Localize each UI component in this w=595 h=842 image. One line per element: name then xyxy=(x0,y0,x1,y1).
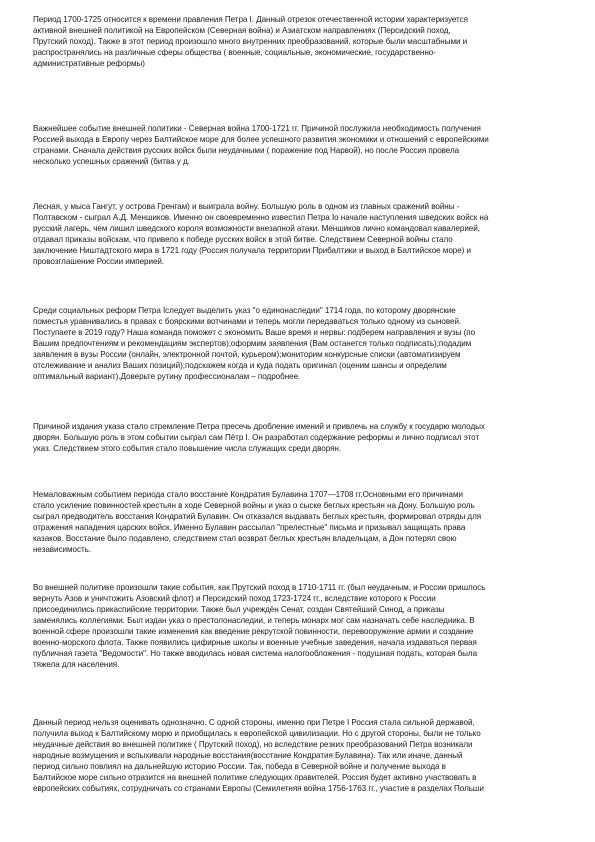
text-line: вернуть Азов и уничтожить Азовский флот) и Персидский поход 1723-1724 гг., вследствие которого к России xyxy=(33,593,436,603)
text-line: публичная газета "Ведомости". Но также вводилась новая система налогообложения - подушная подать, которая была xyxy=(33,648,478,658)
text-line: Балтийское море сильно отразится на внешней политике следующих правителей. Россия будет активно участвовать в xyxy=(33,772,477,782)
text-line: независимость. xyxy=(33,544,91,554)
text-line: Немаловажным событием периода стало восстание Кондратия Булавина 1707—1708 гг.Основными его причинами xyxy=(33,490,463,499)
text-line: провозглашение России империей. xyxy=(33,256,165,266)
text-line: заменялись коллегиями. Был издан указ о престолонаследии, и теперь монарх мог сам назначать себе наследника. В xyxy=(33,615,475,625)
text-line: оптимальный вариант).Доверьте рутину профессионалам – подробнее. xyxy=(33,371,301,381)
text-line: Прутский поход). Также в этот период произошло много внутренних преобразований, которые были масштабными и xyxy=(33,36,468,46)
text-line: русский лагерь, чем лишил шведского короля возможности внезапной атаки. Меншиков лично командовал кавалерией, xyxy=(33,223,480,233)
text-line: неудачные действия во внешней политике ( Прутский поход), но вследствие резких преобразований Петра возникали xyxy=(33,739,473,749)
text-line: присоединились прикаспийские территории. Также был учреждён Сенат, создан Святейший Синод, а приказы xyxy=(33,604,445,614)
paragraph-bulavin-uprising xyxy=(33,490,563,556)
text-line: отражения нападения царских войск. Именно Булавин рассылал "прелестные" письма и призывал защищать права xyxy=(33,522,466,532)
text-line: Россией выхода в Европу через Балтийское море для более успешного развития экономики и отношений с европейскими xyxy=(33,134,489,144)
text-line: получила выход к Балтийскому морю и приобщилась к европейской цивилизации. Но с другой стороны, были не только xyxy=(33,728,481,738)
text-line: Среди социальных реформ Петра Iследует выделить указ "о единонаследии" 1714 года, по которому дворянские xyxy=(33,306,456,315)
paragraph-poltava-battle xyxy=(33,202,563,268)
text-line: указ. Следствием этого события стало повышение числа служащих среди дворян. xyxy=(33,443,342,453)
text-line: административные реформы) xyxy=(33,58,145,68)
text-line: Данный период нельзя оценивать однозначно. С одной стороны, именно при Петре I Россия стала сильной державой, xyxy=(33,718,475,727)
text-line: поместья уравнивались в правах с боярскими вотчинами и теперь могли передаваться только одному из сыновей. xyxy=(33,316,462,326)
text-line: военно-морского флота. Также появились цифирные школы и военные учебные заведения, начала издаваться первая xyxy=(33,637,477,647)
paragraph-northern-war xyxy=(33,124,563,168)
paragraph-decree-reason xyxy=(33,422,563,455)
text-line: казаков. Восстание было подавлено, следствием стал возврат беглых крестьян владельцам, а Дон потерял свою xyxy=(33,533,457,543)
text-line: отдавал приказы войскам, что привело к победе русских войск в этой битве. Следствием Северной войны стало xyxy=(33,234,453,244)
text-line: тяжела для населения. xyxy=(33,659,120,669)
paragraph-conclusion xyxy=(33,718,563,795)
text-line: народные возмущения и вспыхивали народные восстания(восстание Кондратия Булавина). Так или иначе, данный xyxy=(33,750,463,760)
text-line: европейских событиях, сотрудничать со странами Европы (Семилетняя война 1756-1763 гг., участие в разделах Польши xyxy=(33,783,484,793)
text-line: Во внешней политике произошли такие события, как Прутский поход в 1710-1711 гг. (был неудачным, и России пришлось xyxy=(33,583,486,592)
text-line: Поступаете в 2019 году? Наша команда поможет с экономить Ваше время и нервы: подберем направления и вузы (по xyxy=(33,327,476,337)
text-line: заключение Ништадтского мира в 1721 году (Россия получала территории Прибалтики и выход в Балтийское море) и xyxy=(33,245,471,255)
paragraph-period-overview xyxy=(33,15,563,70)
text-line: Вашим предпочтениям и рекомендациям экспертов);оформим заявления (Вам останется только подписать);подадим xyxy=(33,338,472,348)
text-line: активной внешней политикой на Европейском (Северная война) и Азиатском направлениях (Персидский поход, xyxy=(33,25,451,35)
text-line: отслеживание и анализ Ваших позиций);подскажем когда и куда подать оригинал (оценим шансы и определим xyxy=(33,360,447,370)
text-line: Лесная, у мыса Гангут, у острова Гренгам) и выиграла войну. Большую роль в одном из главных сражений войны - xyxy=(33,202,460,211)
text-line: период сильно повлиял на дальнейшую историю России. Так, победа в Северной войне и получение выхода в xyxy=(33,761,446,771)
text-line: Важнейшее событие внешней политики - Северная война 1700-1721 гг. Причиной послужила необходимость получения xyxy=(33,124,481,133)
text-line: заявления в вузы России (онлайн, электронной почтой, курьером);мониторим конкурсные списки (автоматизируем xyxy=(33,349,461,359)
text-line: Период 1700-1725 относится к времени правления Петра I. Данный отрезок отечественной истории характеризуется xyxy=(33,15,468,24)
text-line: распространялись на различные сферы общества ( военные, социальные, экономические, государственно- xyxy=(33,47,436,57)
text-line: военной сфере произошли такие изменения как введение рекрутской повинности, перевооружение армии и создание xyxy=(33,626,474,636)
text-line: стало усиление повинностей крестьян в ходе Северной войны и указ о сыске беглых крестьян на Дону. Большую роль xyxy=(33,500,475,510)
paragraph-social-reforms xyxy=(33,306,563,383)
text-line: дворян. Большую роль в этом событии сыграл сам Пётр I. Он разработал содержание реформы и лично подписал этот xyxy=(33,432,480,442)
text-line: сыграл предводитель восстания Кондратий Булавин. Он отказался выдавать беглых крестьян, формировал отряды для xyxy=(33,511,482,521)
text-line: странами. Сначала действия русских войск были неудачными ( поражение под Нарвой), но после Россия провела xyxy=(33,145,460,155)
text-line: Полтавском - сыграл А.Д. Меншиков. Именно он своевременно известил Петра Iо начале наступления шведских войск на xyxy=(33,212,489,222)
text-line: несколько успешных сражений (битва у д. xyxy=(33,156,190,166)
text-line: Причиной издания указа стало стремление Петра пресечь дробление имений и привлечь на службу к государю молодых xyxy=(33,422,485,431)
paragraph-foreign-policy-reforms xyxy=(33,583,563,671)
